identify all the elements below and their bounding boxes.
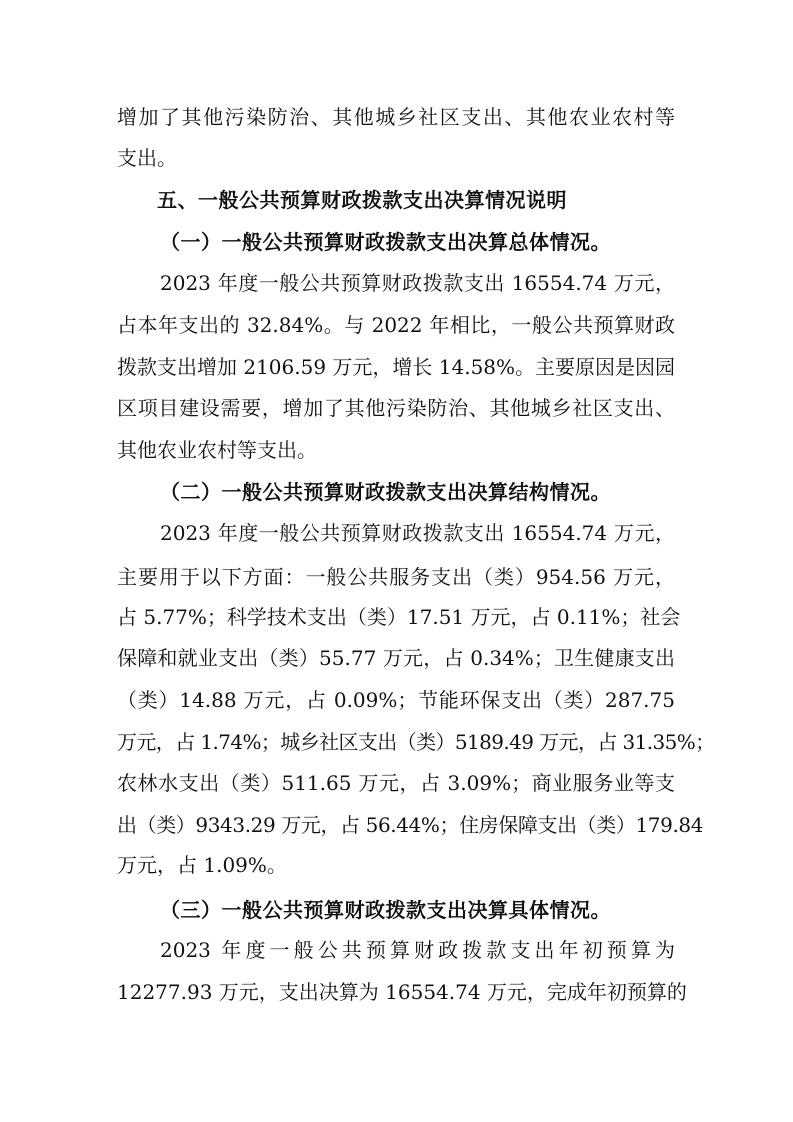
paragraph-line: 农林水支出（类）511.65 万元，占 3.09%；商业服务业等支 bbox=[117, 771, 675, 795]
paragraph-line: 万元，占 1.09%。 bbox=[117, 853, 287, 877]
paragraph-line: 万元，占 1.74%；城乡社区支出（类）5189.49 万元，占 31.35%； bbox=[117, 730, 715, 754]
section-heading: 五、一般公共预算财政拨款支出决算情况说明 bbox=[157, 188, 567, 212]
paragraph-line: 主要用于以下方面：一般公共服务支出（类）954.56 万元， bbox=[117, 565, 675, 589]
paragraph-line: 增加了其他污染防治、其他城乡社区支出、其他农业农村等 bbox=[117, 105, 675, 129]
paragraph-line: 拨款支出增加 2106.59 万元，增长 14.58%。主要原因是因园 bbox=[117, 355, 676, 379]
paragraph-line: 12277.93 万元，支出决算为 16554.74 万元，完成年初预算的 bbox=[117, 980, 687, 1004]
paragraph-line: 支出。 bbox=[117, 146, 177, 170]
paragraph-line: 2023 年度一般公共预算财政拨款支出年初预算为 bbox=[160, 938, 675, 962]
paragraph-line: 出（类）9343.29 万元，占 56.44%；住房保障支出（类）179.84 bbox=[117, 813, 704, 837]
paragraph-line: 2023 年度一般公共预算财政拨款支出 16554.74 万元， bbox=[160, 521, 675, 545]
subsection-heading: （一）一般公共预算财政拨款支出决算总体情况。 bbox=[160, 230, 611, 254]
paragraph-line: 区项目建设需要，增加了其他污染防治、其他城乡社区支出、 bbox=[117, 396, 675, 420]
paragraph-line: 其他农业农村等支出。 bbox=[117, 438, 317, 462]
paragraph-line: 占 5.77%；科学技术支出（类）17.51 万元，占 0.11%；社会 bbox=[117, 605, 681, 629]
subsection-heading: （三）一般公共预算财政拨款支出决算具体情况。 bbox=[160, 898, 611, 922]
subsection-heading: （二）一般公共预算财政拨款支出决算结构情况。 bbox=[160, 480, 611, 504]
paragraph-line: 保障和就业支出（类）55.77 万元，占 0.34%；卫生健康支出 bbox=[117, 646, 675, 670]
paragraph-line: 2023 年度一般公共预算财政拨款支出 16554.74 万元， bbox=[160, 271, 675, 295]
paragraph-line: 占本年支出的 32.84%。与 2022 年相比，一般公共预算财政 bbox=[117, 313, 675, 337]
paragraph-line: （类）14.88 万元，占 0.09%；节能环保支出（类）287.75 bbox=[117, 688, 675, 712]
